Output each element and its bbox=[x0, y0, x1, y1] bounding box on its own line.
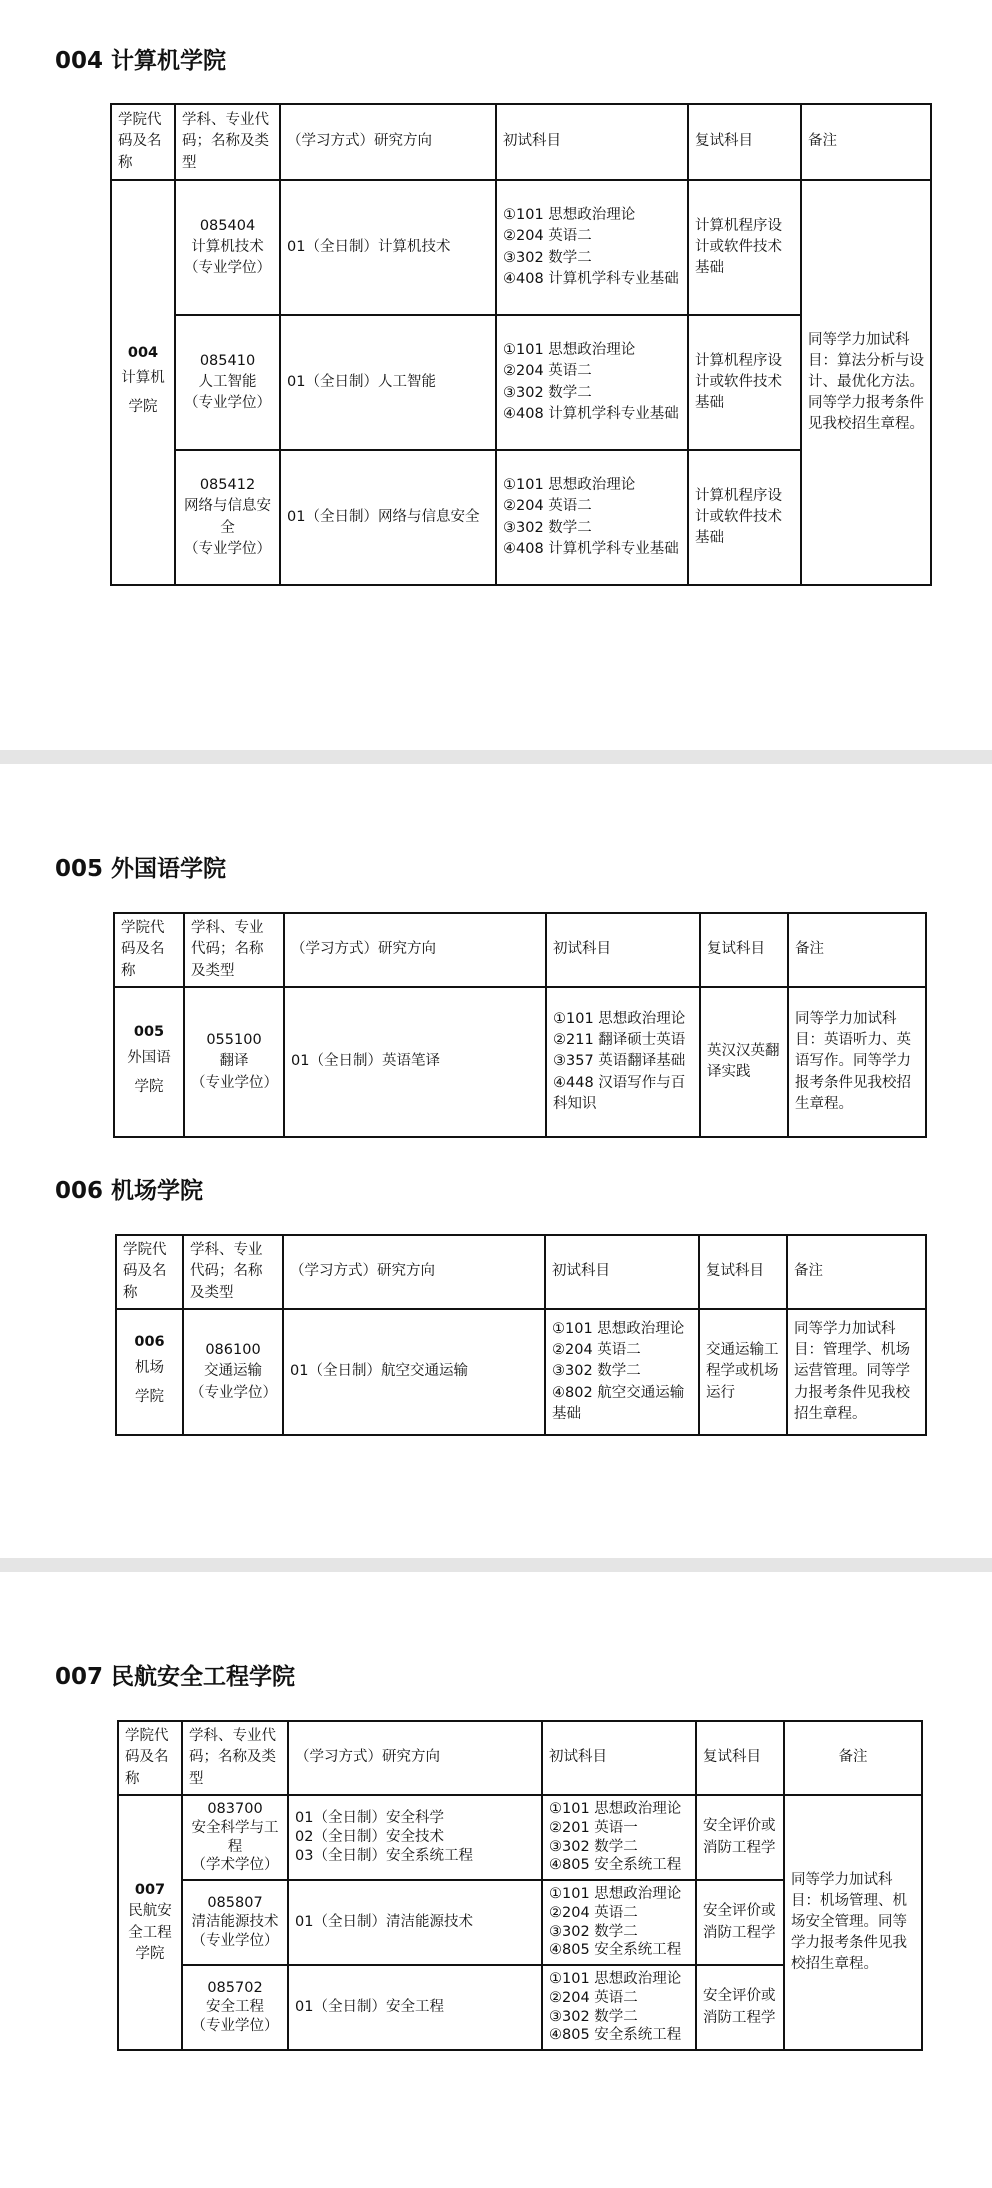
header-college: 学院代码及名称 bbox=[116, 1235, 183, 1309]
admission-table-007 bbox=[117, 1720, 923, 2051]
college-name: 计算机 学院 bbox=[121, 370, 165, 415]
direction-cell: 01（全日制）安全科学 02（全日制）安全技术 03（全日制）安全系统工程 bbox=[288, 1795, 542, 1880]
program-cell: 083700 安全科学与工程 （学术学位） bbox=[182, 1795, 288, 1880]
retest-cell: 安全评价或消防工程学 bbox=[696, 1880, 784, 1965]
program-cell: 085404 计算机技术 （专业学位） bbox=[175, 180, 280, 315]
header-retest: 复试科目 bbox=[700, 913, 788, 987]
header-college: 学院代码及名称 bbox=[114, 913, 184, 987]
college-code: 005 bbox=[133, 1024, 165, 1041]
direction-cell: 01（全日制）网络与信息安全 bbox=[280, 450, 496, 585]
notes-cell: 同等学力加试科目：管理学、机场运营管理。同等学力报考条件见我校招生章程。 bbox=[787, 1309, 926, 1435]
notes-cell: 同等学力加试科目：算法分析与设计、最优化方法。同等学力报考条件见我校招生章程。 bbox=[801, 180, 931, 585]
college-code: 006 bbox=[134, 1334, 165, 1351]
program-cell: 085410 人工智能 （专业学位） bbox=[175, 315, 280, 450]
initial-exam-cell: ①101 思想政治理论 ②204 英语二 ③302 数学二 ④802 航空交通运输基础 bbox=[545, 1309, 699, 1435]
program-cell: 086100 交通运输 （专业学位） bbox=[183, 1309, 283, 1435]
direction-cell: 01（全日制）人工智能 bbox=[280, 315, 496, 450]
header-direction: （学习方式）研究方向 bbox=[284, 913, 546, 987]
direction-cell: 01（全日制）计算机技术 bbox=[280, 180, 496, 315]
program-cell: 085412 网络与信息安全 （专业学位） bbox=[175, 450, 280, 585]
header-program: 学科、专业代码；名称及类型 bbox=[183, 1235, 283, 1309]
admission-table-006 bbox=[115, 1234, 927, 1436]
program-cell: 055100 翻译 （专业学位） bbox=[184, 987, 284, 1137]
header-college: 学院代码及名称 bbox=[111, 104, 175, 180]
direction-cell: 01（全日制）清洁能源技术 bbox=[288, 1880, 542, 1965]
page-separator bbox=[0, 750, 992, 764]
college-name: 民航安 全工程 学院 bbox=[128, 1903, 172, 1962]
retest-cell: 英汉汉英翻译实践 bbox=[700, 987, 788, 1137]
college-cell bbox=[114, 987, 184, 1137]
retest-cell: 计算机程序设计或软件技术基础 bbox=[688, 450, 801, 585]
college-name: 外国语 学院 bbox=[127, 1049, 171, 1095]
header-retest: 复试科目 bbox=[699, 1235, 787, 1309]
header-direction: （学习方式）研究方向 bbox=[288, 1721, 542, 1795]
college-code: 007 bbox=[134, 1882, 166, 1899]
retest-cell: 安全评价或消防工程学 bbox=[696, 1965, 784, 2050]
header-college: 学院代码及名称 bbox=[118, 1721, 182, 1795]
header-initial-exam: 初试科目 bbox=[546, 913, 700, 987]
initial-exam-cell: ①101 思想政治理论 ②204 英语二 ③302 数学二 ④805 安全系统工程 bbox=[542, 1880, 696, 1965]
header-retest: 复试科目 bbox=[688, 104, 801, 180]
college-cell bbox=[118, 1795, 182, 2050]
header-program: 学科、专业代码；名称及类型 bbox=[184, 913, 284, 987]
direction-cell: 01（全日制）航空交通运输 bbox=[283, 1309, 545, 1435]
admission-table-005 bbox=[113, 912, 927, 1138]
initial-exam-cell: ①101 思想政治理论 ②204 英语二 ③302 数学二 ④805 安全系统工程 bbox=[542, 1965, 696, 2050]
program-cell: 085807 清洁能源技术 （专业学位） bbox=[182, 1880, 288, 1965]
initial-exam-cell: ①101 思想政治理论 ②204 英语二 ③302 数学二 ④408 计算机学科专业基础 bbox=[496, 315, 688, 450]
program-cell: 085702 安全工程 （专业学位） bbox=[182, 1965, 288, 2050]
initial-exam-cell: ①101 思想政治理论 ②211 翻译硕士英语 ③357 英语翻译基础 ④448 汉语写作与百科知识 bbox=[546, 987, 700, 1137]
college-code: 004 bbox=[127, 344, 159, 361]
initial-exam-cell: ①101 思想政治理论 ②201 英语一 ③302 数学二 ④805 安全系统工程 bbox=[542, 1795, 696, 1880]
college-cell bbox=[111, 180, 175, 585]
initial-exam-cell: ①101 思想政治理论 ②204 英语二 ③302 数学二 ④408 计算机学科专业基础 bbox=[496, 450, 688, 585]
header-initial-exam: 初试科目 bbox=[496, 104, 688, 180]
direction-cell: 01（全日制）安全工程 bbox=[288, 1965, 542, 2050]
header-initial-exam: 初试科目 bbox=[542, 1721, 696, 1795]
retest-cell: 计算机程序设计或软件技术基础 bbox=[688, 180, 801, 315]
direction-cell: 01（全日制）英语笔译 bbox=[284, 987, 546, 1137]
header-direction: （学习方式）研究方向 bbox=[283, 1235, 545, 1309]
section-title-006: 006 机场学院 bbox=[55, 1178, 204, 1204]
header-retest: 复试科目 bbox=[696, 1721, 784, 1795]
header-program: 学科、专业代码；名称及类型 bbox=[175, 104, 280, 180]
header-direction: （学习方式）研究方向 bbox=[280, 104, 496, 180]
notes-cell: 同等学力加试科目：机场管理、机场安全管理。同等学力报考条件见我校招生章程。 bbox=[784, 1795, 922, 2050]
notes-cell: 同等学力加试科目：英语听力、英语写作。同等学力报考条件见我校招生章程。 bbox=[788, 987, 926, 1137]
header-notes: 备注 bbox=[784, 1721, 922, 1795]
header-notes: 备注 bbox=[801, 104, 931, 180]
section-title-007: 007 民航安全工程学院 bbox=[55, 1664, 296, 1690]
initial-exam-cell: ①101 思想政治理论 ②204 英语二 ③302 数学二 ④408 计算机学科专业基础 bbox=[496, 180, 688, 315]
page-separator bbox=[0, 1558, 992, 1572]
section-title-004: 004 计算机学院 bbox=[55, 48, 227, 74]
college-name: 机场 学院 bbox=[135, 1359, 164, 1405]
retest-cell: 计算机程序设计或软件技术基础 bbox=[688, 315, 801, 450]
retest-cell: 交通运输工程学或机场运行 bbox=[699, 1309, 787, 1435]
header-program: 学科、专业代码；名称及类型 bbox=[182, 1721, 288, 1795]
college-cell bbox=[116, 1309, 183, 1435]
header-initial-exam: 初试科目 bbox=[545, 1235, 699, 1309]
header-notes: 备注 bbox=[787, 1235, 926, 1309]
admission-table-004 bbox=[110, 103, 932, 586]
section-title-005: 005 外国语学院 bbox=[55, 856, 227, 882]
header-notes: 备注 bbox=[788, 913, 926, 987]
retest-cell: 安全评价或消防工程学 bbox=[696, 1795, 784, 1880]
